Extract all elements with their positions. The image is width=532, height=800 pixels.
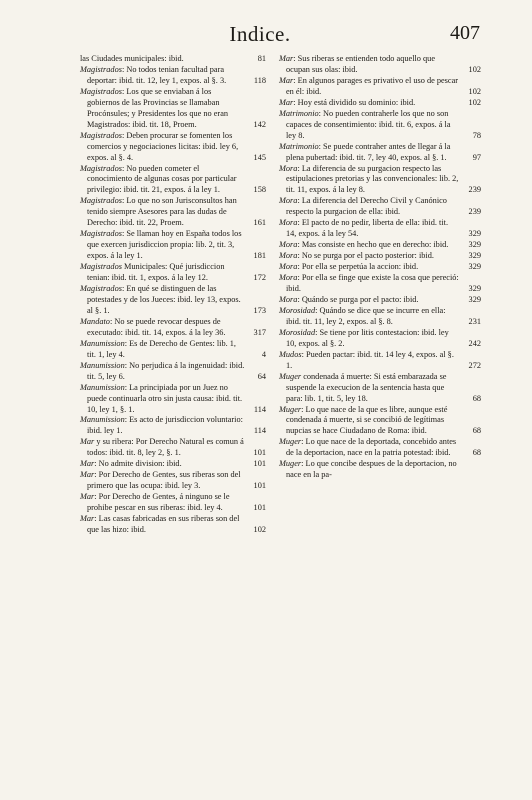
- entry-page-number: 102: [468, 86, 481, 96]
- index-entry: [80, 470, 266, 492]
- entry-text: : Quándo se purga por el pacto: ibid.: [297, 294, 419, 304]
- index-entry: [279, 218, 479, 240]
- entry-term: Magistrados: [80, 262, 122, 272]
- entry-term: Mora: [279, 218, 298, 228]
- index-entry: [80, 284, 266, 317]
- entry-text: : No admite division: ibid.: [94, 459, 182, 469]
- entry-term: Manumission: [80, 360, 125, 370]
- entry-text: : Los que se enviaban á los gobiernos de las Provincias se llamaban Procónsules; y Presidentes los que no eran Magistrados: ibid. tit. 18, Proem.: [87, 86, 229, 129]
- entry-page-number: 239: [468, 207, 481, 217]
- entry-text: : El pacto de no pedir, liberta de ella: ibid. tit. 14, expos. á la ley 54.: [286, 218, 449, 239]
- index-entry: [80, 437, 266, 459]
- entry-page-number: 102: [253, 524, 266, 534]
- entry-term: Mar: [279, 75, 294, 85]
- entry-page-number: 231: [468, 316, 481, 326]
- index-entry: [279, 196, 479, 218]
- index-entry: [279, 459, 479, 481]
- entry-page-number: 329: [468, 262, 481, 272]
- entry-term: Muger: [279, 459, 302, 469]
- entry-term: Mar: [279, 97, 294, 107]
- entry-term: Manumission: [80, 382, 125, 392]
- entry-text: : En qué se distinguen de las potestades y de los Jueces: ibid. ley 13, expos. al §. 1.: [87, 284, 241, 315]
- entry-text: : Es acto de jurisdiccion voluntario: ibid. ley 1.: [87, 415, 243, 436]
- entry-term: Mora: [279, 294, 298, 304]
- index-entry: [279, 273, 479, 295]
- entry-text: : Por Derecho de Gentes, sus riberas son del primero que las ocupa: ibid. ley 3.: [87, 470, 241, 491]
- entry-text: : Mas consiste en hecho que en derecho: ibid.: [297, 240, 449, 250]
- index-entry: [279, 405, 479, 438]
- entry-term: Muger: [279, 404, 302, 414]
- entry-page-number: 118: [253, 75, 266, 85]
- entry-text: : Quándo se dice que se incurre en ella: ibid. tit. 11, ley 2, expos. al §. 8.: [286, 305, 446, 326]
- entry-term: Magistrados: [80, 229, 122, 239]
- entry-page-number: 102: [468, 97, 481, 107]
- entry-page-number: 239: [468, 185, 481, 195]
- entry-page-number: 329: [468, 251, 481, 261]
- index-entry: [80, 415, 266, 437]
- entry-text: : Las casas fabricadas en sus riberas son del que las hizo: ibid.: [87, 514, 240, 534]
- entry-text: : No todos tenian facultad para deportar: ibid. tit. 12, ley 1, expos. al §. 3.: [87, 64, 227, 85]
- entry-page-number: 68: [472, 448, 481, 458]
- index-entry: [279, 240, 479, 251]
- index-entry: [80, 492, 266, 514]
- entry-page-number: 4: [261, 349, 266, 359]
- index-entry: [80, 339, 266, 361]
- entry-page-number: 101: [253, 503, 266, 513]
- entry-page-number: 329: [468, 294, 481, 304]
- entry-page-number: 172: [253, 273, 266, 283]
- index-entry: [279, 76, 479, 98]
- entry-term: Mar: [80, 470, 95, 480]
- index-entry: [80, 262, 266, 284]
- entry-page-number: 242: [468, 338, 481, 348]
- entry-page-number: 101: [253, 459, 266, 469]
- entry-text: : Se puede contraher antes de llegar á la plena pubertad: ibid. tit. 7, ley 40, expos. al §. 1.: [286, 141, 451, 162]
- entry-term: Muger: [279, 437, 302, 447]
- entry-page-number: 161: [253, 218, 266, 228]
- entry-term: Mora: [279, 262, 298, 272]
- index-entry: [279, 350, 479, 372]
- index-entry: [80, 131, 266, 164]
- entry-text: : Lo que nace de la deportada, concebido antes de la deportacion, nace en la patria potestad: ibid.: [286, 437, 457, 458]
- entry-page-number: 272: [468, 360, 481, 370]
- index-entry: [279, 98, 479, 109]
- entry-text: las Ciudades municipales: ibid.: [80, 54, 184, 63]
- entry-page-number: 102: [468, 64, 481, 74]
- entry-text: Municipales: Qué jurisdiccion tenian: ibid. tit. 1, expos. á la ley 12.: [87, 262, 225, 283]
- entry-text: : Por ella se perpetúa la accion: ibid.: [297, 262, 419, 272]
- entry-term: Mandato: [80, 316, 110, 326]
- entry-page-number: 173: [253, 305, 266, 315]
- entry-term: Mora: [279, 196, 298, 206]
- entry-text: condenada á muerte: Si está embarazada se suspende la execucion de la sentencia hasta que para: lib. 1, tit. 5, ley 18.: [286, 371, 447, 403]
- entry-page-number: 329: [468, 284, 481, 294]
- entry-text: : Lo que concibe despues de la deportacion, no nace en la pa-: [286, 459, 457, 480]
- entry-text: : Deben procurar se fomenten los comercios y negociaciones licitas: ibid. ley 6, expos. al §. 4.: [87, 130, 239, 162]
- page-title: Indice.: [229, 22, 291, 46]
- entry-text: : La diferencia del Derecho Civil y Canónico respecto la purgacion de ella: ibid.: [286, 196, 447, 217]
- entry-page-number: 68: [472, 393, 481, 403]
- entry-text: : Por ella se finge que existe la cosa que pereció: ibid.: [286, 273, 459, 294]
- entry-text: : Se tiene por litis contestacion: ibid. ley 10, expos. al §. 2.: [286, 327, 449, 348]
- left-column: [80, 54, 266, 536]
- entry-page-number: 142: [253, 119, 266, 129]
- index-entry: [279, 109, 479, 142]
- index-entry: [80, 229, 266, 262]
- entry-term: Mudos: [279, 349, 302, 359]
- entry-text: : Lo que nace de la que es libre, aunque esté condenada á muerte, si se concibió de legítimas nupcias se hace Ciudadano de Roma: ibid.: [286, 404, 448, 436]
- index-entry: [279, 54, 479, 76]
- entry-term: Morosidad: [279, 327, 316, 337]
- entry-page-number: 317: [253, 327, 266, 337]
- index-entry: [80, 87, 266, 131]
- entry-term: Magistrados: [80, 284, 122, 294]
- index-entry: [80, 65, 266, 87]
- entry-text: : Es de Derecho de Gentes: lib. 1, tit. 1, ley 4.: [87, 338, 237, 359]
- entry-text: : No pueden contraherle los que no son capaces de consentimiento: ibid. tit. 6, expos. á la ley 8.: [286, 108, 451, 140]
- index-entry: [80, 196, 266, 229]
- entry-text: : La diferencia de su purgacion respecto las estipulaciones pretorias y las convencionales: lib. 2, tit. 11, expos. á la ley 8.: [286, 163, 459, 195]
- entry-page-number: 145: [253, 152, 266, 162]
- entry-page-number: 329: [468, 229, 481, 239]
- entry-page-number: 97: [472, 152, 481, 162]
- entry-text: : No se puede revocar despues de executado: ibid. tit. 14, expos. á la ley 36.: [87, 316, 226, 337]
- index-entry: [80, 54, 266, 65]
- entry-term: Mora: [279, 251, 298, 261]
- entry-page-number: 78: [472, 130, 481, 140]
- index-entry: [279, 437, 479, 459]
- entry-term: Morosidad: [279, 305, 316, 315]
- index-entry: [279, 142, 479, 164]
- entry-term: Mar: [80, 437, 95, 447]
- entry-page-number: 158: [253, 185, 266, 195]
- index-entry: [80, 514, 266, 536]
- index-entry: [279, 295, 479, 306]
- entry-term: Mar: [80, 514, 95, 524]
- entry-page-number: 101: [253, 448, 266, 458]
- page-number: 407: [450, 22, 480, 44]
- entry-term: Mora: [279, 273, 298, 283]
- index-entry: [80, 383, 266, 416]
- entry-text: : Se llaman hoy en España todos los que exercen jurisdiccion propia: lib. 2, tit. 3, expos. á la ley 1.: [87, 229, 242, 261]
- entry-page-number: 64: [257, 371, 266, 381]
- index-entry: [279, 262, 479, 273]
- entry-term: Magistrados: [80, 196, 122, 206]
- entry-term: Magistrados: [80, 86, 122, 96]
- entry-page-number: 101: [253, 481, 266, 491]
- entry-text: : No perjudica á la ingenuidad: ibid. tit. 5, ley 6.: [87, 360, 245, 381]
- entry-term: Magistrados: [80, 130, 122, 140]
- index-entry: [80, 317, 266, 339]
- entry-term: Magistrados: [80, 64, 122, 74]
- index-entry: [279, 328, 479, 350]
- entry-text: : Lo que no son Jurisconsultos han tenido siempre Asesores para las dudas de Derecho: ibid. tit. 22, Proem.: [87, 196, 237, 228]
- entry-page-number: 114: [253, 404, 266, 414]
- entry-page-number: 81: [257, 54, 266, 63]
- entry-page-number: 114: [253, 426, 266, 436]
- index-entry: [80, 361, 266, 383]
- entry-text: : Por Derecho de Gentes, á ninguno se le prohibe pescar en sus riberas: ibid. ley 4.: [87, 492, 230, 513]
- entry-term: Mar: [279, 54, 294, 63]
- entry-page-number: 181: [253, 251, 266, 261]
- entry-term: Mora: [279, 240, 298, 250]
- entry-term: Matrimonio: [279, 108, 319, 118]
- entry-term: Mora: [279, 163, 298, 173]
- entry-term: Matrimonio: [279, 141, 319, 151]
- entry-text: : No pueden cometer el conocimiento de algunas cosas por particular privilegio: ibid. tit. 21, expos. á la ley 1.: [87, 163, 237, 195]
- entry-term: Mar: [80, 459, 95, 469]
- index-entry: [80, 164, 266, 197]
- right-column: [279, 54, 479, 481]
- entry-text: : La principiada por un Juez no puede continuarla otro sin justa causa: ibid. tit. 10, ley 1, §. 1.: [87, 382, 243, 414]
- index-entry: [279, 251, 479, 262]
- entry-text: : No se purga por el pacto posterior: ibid.: [297, 251, 434, 261]
- entry-term: Mar: [80, 492, 95, 502]
- entry-term: Manumission: [80, 415, 125, 425]
- page-header: [0, 22, 532, 54]
- entry-page-number: 68: [472, 426, 481, 436]
- index-entry: [279, 164, 479, 197]
- entry-text: : Pueden pactar: ibid. tit. 14 ley 4, expos. al §. 1.: [286, 349, 454, 370]
- entry-term: Magistrados: [80, 163, 122, 173]
- entry-text: : En algunos parages es privativo el uso de pescar en él: ibid.: [286, 75, 459, 96]
- entry-text: : Hoy está dividido su dominio: ibid.: [293, 97, 416, 107]
- index-entry: [279, 306, 479, 328]
- entry-page-number: 329: [468, 240, 481, 250]
- entry-term: Muger: [279, 371, 302, 381]
- index-entry: [279, 372, 479, 405]
- index-entry: [80, 459, 266, 470]
- entry-text: : Sus riberas se entienden todo aquello que ocupan sus olas: ibid.: [286, 54, 436, 74]
- entry-text: y su ribera: Por Derecho Natural es comun á todos: ibid. tit. 8, ley 2, §. 1.: [87, 437, 244, 458]
- entry-term: Manumission: [80, 338, 125, 348]
